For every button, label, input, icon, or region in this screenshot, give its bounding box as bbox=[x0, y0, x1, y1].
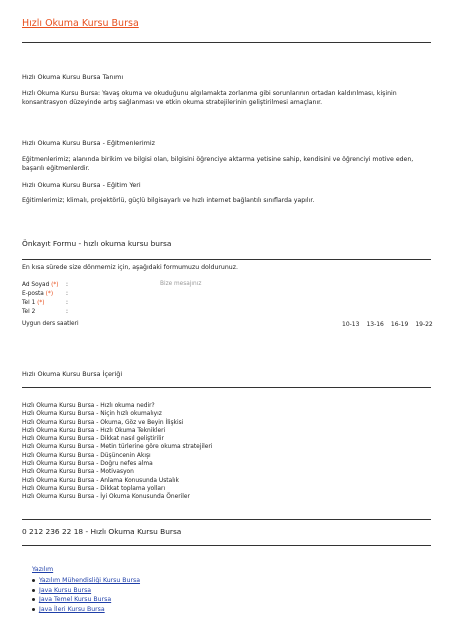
definition-heading: Hızlı Okuma Kursu Bursa Tanımı bbox=[22, 73, 124, 81]
contents-heading: Hızlı Okuma Kursu Bursa İçeriği bbox=[22, 370, 123, 378]
field-colon: : bbox=[66, 300, 68, 306]
divider bbox=[22, 42, 431, 43]
divider bbox=[22, 519, 431, 520]
divider bbox=[22, 545, 431, 546]
field-colon: : bbox=[66, 291, 68, 297]
time-options bbox=[342, 321, 433, 328]
footer-link[interactable]: Java İleri Kursu Bursa bbox=[39, 605, 105, 613]
time-option[interactable]: 10-13 bbox=[342, 321, 360, 328]
form-field-name[interactable] bbox=[22, 282, 68, 288]
list-item: Hızlı Okuma Kursu Bursa - Anlama Konusunda Ustalık bbox=[22, 477, 179, 484]
divider bbox=[22, 259, 431, 260]
required-marker: (*) bbox=[51, 282, 59, 288]
footer-link-item bbox=[32, 596, 140, 603]
list-item: Hızlı Okuma Kursu Bursa - Motivasyon bbox=[22, 469, 134, 476]
field-colon: : bbox=[66, 282, 68, 288]
bullet-icon bbox=[32, 598, 35, 601]
list-item: Hızlı Okuma Kursu Bursa - Doğru nefes alma bbox=[22, 461, 153, 468]
definition-body: Hızlı Okuma Kursu Bursa: Yavaş okuma ve okuduğunu algılamakta zorlanma gibi sorunlarının ortadan kaldırılması, kişinin konsantrasyon düzeyinde artış sağlanması ve etkin okuma stratejilerinin geliştirilmesi amaçlanır. bbox=[22, 90, 397, 106]
list-item: Hızlı Okuma Kursu Bursa - Dikkat nasıl geliştirilir bbox=[22, 436, 164, 443]
message-textarea[interactable]: Bize mesajınız bbox=[160, 281, 202, 287]
footer-link[interactable]: Yazılım Mühendisliği Kursu Bursa bbox=[39, 577, 141, 584]
form-field-phone-2[interactable] bbox=[22, 309, 68, 315]
time-option[interactable]: 13-16 bbox=[366, 321, 384, 328]
location-heading: Hızlı Okuma Kursu Bursa - Eğitim Yeri bbox=[22, 181, 141, 189]
page-title-link[interactable]: Hızlı Okuma Kursu Bursa bbox=[22, 18, 139, 29]
bullet-icon bbox=[32, 589, 35, 592]
bullet-icon bbox=[32, 608, 35, 611]
time-option[interactable]: 16-19 bbox=[390, 321, 409, 328]
form-heading: Önkayıt Formu - hızlı okuma kursu bursa bbox=[22, 239, 172, 248]
footer-link-item bbox=[32, 606, 140, 613]
required-marker: (*) bbox=[45, 291, 54, 297]
field-label: E-posta bbox=[22, 291, 44, 297]
footer-category-link[interactable]: Yazılım bbox=[32, 566, 54, 573]
form-field-email[interactable] bbox=[22, 291, 68, 297]
bullet-icon bbox=[32, 579, 35, 582]
list-item: Hızlı Okuma Kursu Bursa - Hızlı okuma nedir? bbox=[22, 403, 155, 409]
footer-link[interactable]: Java Kursu Bursa bbox=[39, 586, 92, 594]
footer-link[interactable]: Java Temel Kursu Bursa bbox=[39, 596, 112, 604]
field-label: Tel 1 bbox=[22, 300, 36, 306]
time-label: Uygun ders saatleri bbox=[22, 321, 79, 327]
list-item: Hızlı Okuma Kursu Bursa - Düşüncenin Akışı bbox=[22, 452, 151, 459]
footer-link-item bbox=[32, 577, 140, 584]
footer-link-item bbox=[32, 587, 140, 594]
field-label: Tel 2 bbox=[22, 309, 36, 315]
list-item: Hızlı Okuma Kursu Bursa - Metin türlerine göre okuma stratejileri bbox=[22, 444, 213, 451]
divider bbox=[22, 387, 431, 388]
instructors-body: Eğitmenlerimiz; alanında birikim ve bilgisi olan, bilgisini öğrenciye aktarma yetisine sahip, kendisini ve öğrenciyi motive eden, başarılı eğitmenlerdir. bbox=[22, 156, 414, 172]
footer-links bbox=[32, 566, 140, 615]
required-marker: (*) bbox=[37, 300, 45, 306]
time-option[interactable]: 19-22 bbox=[415, 321, 433, 328]
contents-list bbox=[22, 402, 212, 502]
location-body: Eğitimlerimiz; klimalı, projektörlü, güçlü bilgisayarlı ve hızlı internet bağlantılı sınıflarda yapılır. bbox=[22, 197, 315, 204]
field-colon: : bbox=[66, 309, 68, 315]
instructors-heading: Hızlı Okuma Kursu Bursa - Eğitmenlerimiz bbox=[22, 139, 155, 147]
list-item: Hızlı Okuma Kursu Bursa - İyi Okuma Konusunda Öneriler bbox=[22, 494, 190, 501]
list-item: Hızlı Okuma Kursu Bursa - Niçin hızlı okumalıyız bbox=[22, 411, 162, 418]
field-label: Ad Soyad bbox=[22, 282, 50, 288]
list-item: Hızlı Okuma Kursu Bursa - Dikkat toplama yolları bbox=[22, 485, 166, 492]
form-intro: En kısa sürede size dönmemiz için, aşağıdaki formumuzu doldurunuz. bbox=[22, 264, 238, 271]
form-field-phone-1[interactable] bbox=[22, 300, 68, 306]
phone-line: 0 212 236 22 18 - Hızlı Okuma Kursu Bursa bbox=[22, 527, 182, 536]
list-item: Hızlı Okuma Kursu Bursa - Okuma, Göz ve Beyin İlişkisi bbox=[22, 419, 184, 426]
list-item: Hızlı Okuma Kursu Bursa - Hızlı Okuma Teknikleri bbox=[22, 427, 166, 434]
